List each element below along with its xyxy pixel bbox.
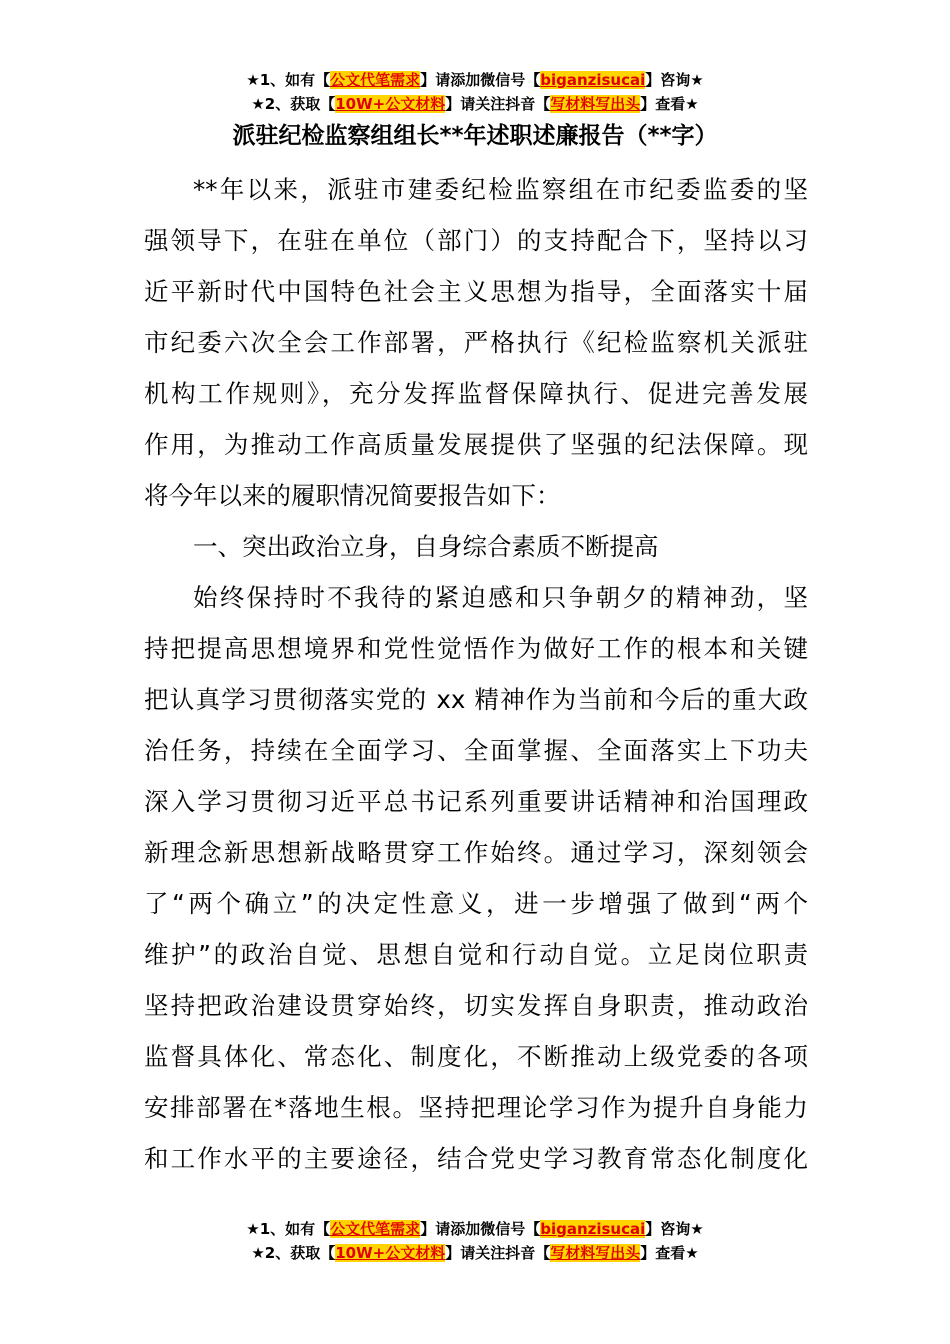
body-line: 强领导下，在驻在单位（部门）的支持配合下，坚持以习 <box>144 226 808 255</box>
banner-text: 】请添加微信号【 <box>420 1220 541 1238</box>
body-line: 维护”的政治自觉、思想自觉和行动自觉。立足岗位职责 <box>144 940 808 969</box>
banner-text: ★1、如有【 <box>246 1220 331 1238</box>
banner-text: 】请关注抖音【 <box>445 1244 551 1262</box>
douyin-highlight: 写材料写出头 <box>550 95 641 113</box>
service-highlight: 公文代笔需求 <box>330 71 421 89</box>
banner-text: 】咨询★ <box>645 71 704 89</box>
body-line: 和工作水平的主要途径，结合党史学习教育常态化制度化 <box>144 1144 808 1173</box>
body-line: 监督具体化、常态化、制度化，不断推动上级党委的各项 <box>144 1042 808 1071</box>
body-line: 了“两个确立”的决定性意义，进一步增强了做到“两个 <box>144 889 808 918</box>
document-title: 派驻纪检监察组组长**年述职述廉报告（**字） <box>232 123 718 149</box>
banner-text: 】查看★ <box>640 95 699 113</box>
body-line: 新理念新思想新战略贯穿工作始终。通过学习，深刻领会 <box>144 838 808 867</box>
douyin-highlight: 写材料写出头 <box>550 1244 641 1262</box>
body-line: 始终保持时不我待的紧迫感和只争朝夕的精神劲，坚 <box>193 583 808 612</box>
banner-text: ★1、如有【 <box>246 71 331 89</box>
body-line: 深入学习贯彻习近平总书记系列重要讲话精神和治国理政 <box>144 787 808 816</box>
banner-text: 】咨询★ <box>645 1220 704 1238</box>
banner-line-1 <box>0 68 950 92</box>
top-banner <box>0 68 950 116</box>
bottom-banner <box>0 1217 950 1265</box>
banner-text: ★2、获取【 <box>251 1244 336 1262</box>
body-line: 近平新时代中国特色社会主义思想为指导，全面落实十届 <box>144 277 808 306</box>
section-heading: 一、突出政治立身，自身综合素质不断提高 <box>193 532 659 561</box>
banner-line-1 <box>0 1217 950 1241</box>
body-line: 市纪委六次全会工作部署，严格执行《纪检监察机关派驻 <box>144 328 808 357</box>
body-line: 持把提高思想境界和党性觉悟作为做好工作的根本和关键 <box>144 634 808 663</box>
body-line: 把认真学习贯彻落实党的 xx 精神作为当前和今后的重大政 <box>144 685 808 714</box>
banner-text: 】查看★ <box>640 1244 699 1262</box>
body-line: 机构工作规则》，充分发挥监督保障执行、促进完善发展 <box>144 379 808 408</box>
wechat-id-highlight: biganzisucai <box>540 1220 646 1238</box>
body-line: 坚持把政治建设贯穿始终，切实发挥自身职责，推动政治 <box>144 991 808 1020</box>
body-line: **年以来，派驻市建委纪检监察组在市纪委监委的坚 <box>193 175 808 204</box>
body-line: 治任务，持续在全面学习、全面掌握、全面落实上下功夫 <box>144 736 808 765</box>
body-line: 作用，为推动工作高质量发展提供了坚强的纪法保障。现 <box>144 430 808 459</box>
banner-text: 】请关注抖音【 <box>445 95 551 113</box>
banner-text: 】请添加微信号【 <box>420 71 541 89</box>
wechat-id-highlight: biganzisucai <box>540 71 646 89</box>
banner-text: ★2、获取【 <box>251 95 336 113</box>
materials-highlight: 10W+公文材料 <box>335 1244 446 1262</box>
body-line: 安排部署在*落地生根。坚持把理论学习作为提升自身能力 <box>144 1093 808 1122</box>
banner-line-2 <box>0 92 950 116</box>
banner-line-2 <box>0 1241 950 1265</box>
materials-highlight: 10W+公文材料 <box>335 95 446 113</box>
body-line: 将今年以来的履职情况简要报告如下： <box>144 481 561 510</box>
document-body <box>144 164 808 1184</box>
service-highlight: 公文代笔需求 <box>330 1220 421 1238</box>
